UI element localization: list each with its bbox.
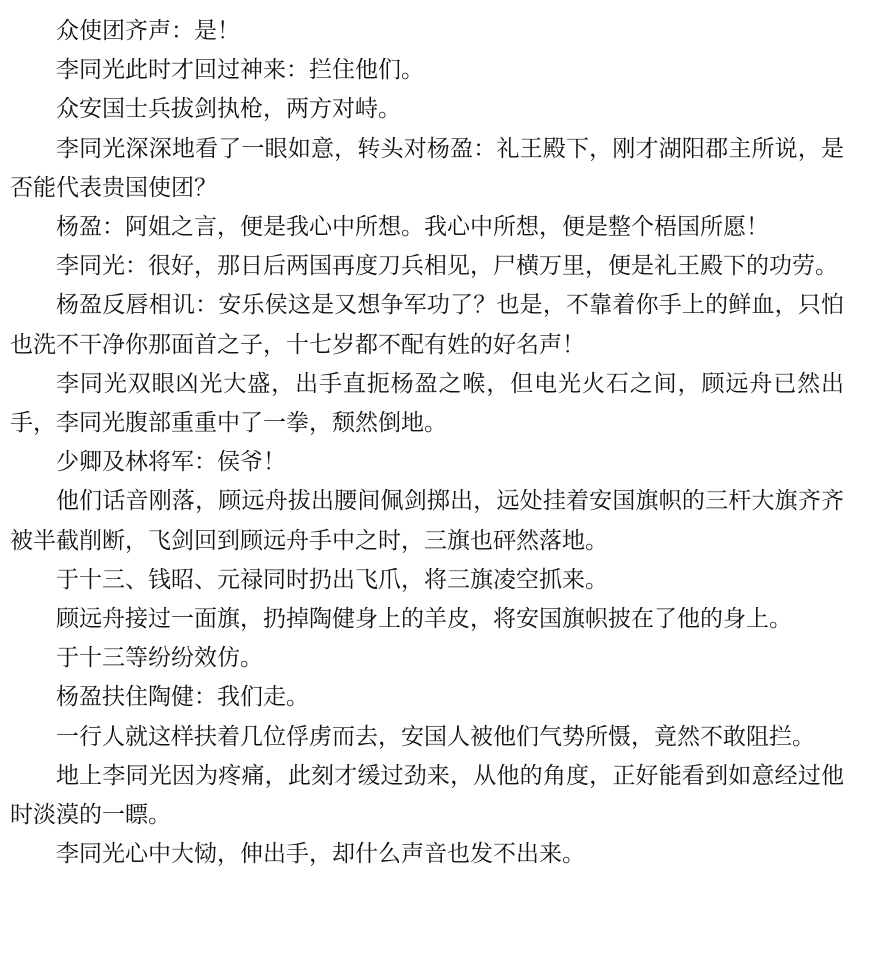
paragraph: 李同光深深地看了一眼如意，转头对杨盈：礼王殿下，刚才湖阳郡主所说，是否能代表贵国使团？	[10, 135, 844, 201]
paragraph: 杨盈扶住陶健：我们走。	[56, 684, 309, 711]
document-body	[10, 12, 844, 874]
paragraph: 众安国士兵拔剑执枪，两方对峙。	[56, 96, 401, 123]
paragraph: 李同光：很好，那日后两国再度刀兵相见，尸横万里，便是礼王殿下的功劳。	[56, 253, 838, 280]
paragraph: 于十三、钱昭、元禄同时扔出飞爪，将三旗凌空抓来。	[56, 566, 608, 593]
paragraph: 李同光心中大恸，伸出手，却什么声音也发不出来。	[56, 841, 585, 868]
paragraph: 少卿及林将军：侯爷！	[56, 449, 286, 476]
paragraph: 于十三等纷纷效仿。	[56, 645, 263, 672]
paragraph: 杨盈反唇相讥：安乐侯这是又想争军功了？也是，不靠着你手上的鲜血，只怕也洗不干净你那面首之子，十七岁都不配有姓的好名声！	[10, 292, 844, 358]
paragraph: 李同光此时才回过神来：拦住他们。	[56, 57, 424, 84]
paragraph: 他们话音刚落，顾远舟拔出腰间佩剑掷出，远处挂着安国旗帜的三杆大旗齐齐被半截削断，飞剑回到顾远舟手中之时，三旗也砰然落地。	[10, 488, 844, 554]
paragraph: 杨盈：阿姐之言，便是我心中所想。我心中所想，便是整个梧国所愿！	[56, 214, 769, 241]
paragraph: 众使团齐声：是！	[56, 18, 240, 44]
paragraph: 一行人就这样扶着几位俘虏而去，安国人被他们气势所慑，竟然不敢阻拦。	[56, 723, 815, 750]
paragraph: 顾远舟接过一面旗，扔掉陶健身上的羊皮，将安国旗帜披在了他的身上。	[56, 606, 792, 633]
paragraph: 地上李同光因为疼痛，此刻才缓过劲来，从他的角度，正好能看到如意经过他时淡漠的一瞟。	[10, 762, 844, 829]
paragraph: 李同光双眼凶光大盛，出手直扼杨盈之喉，但电光火石之间，顾远舟已然出手，李同光腹部重重中了一拳，颓然倒地。	[10, 370, 844, 437]
